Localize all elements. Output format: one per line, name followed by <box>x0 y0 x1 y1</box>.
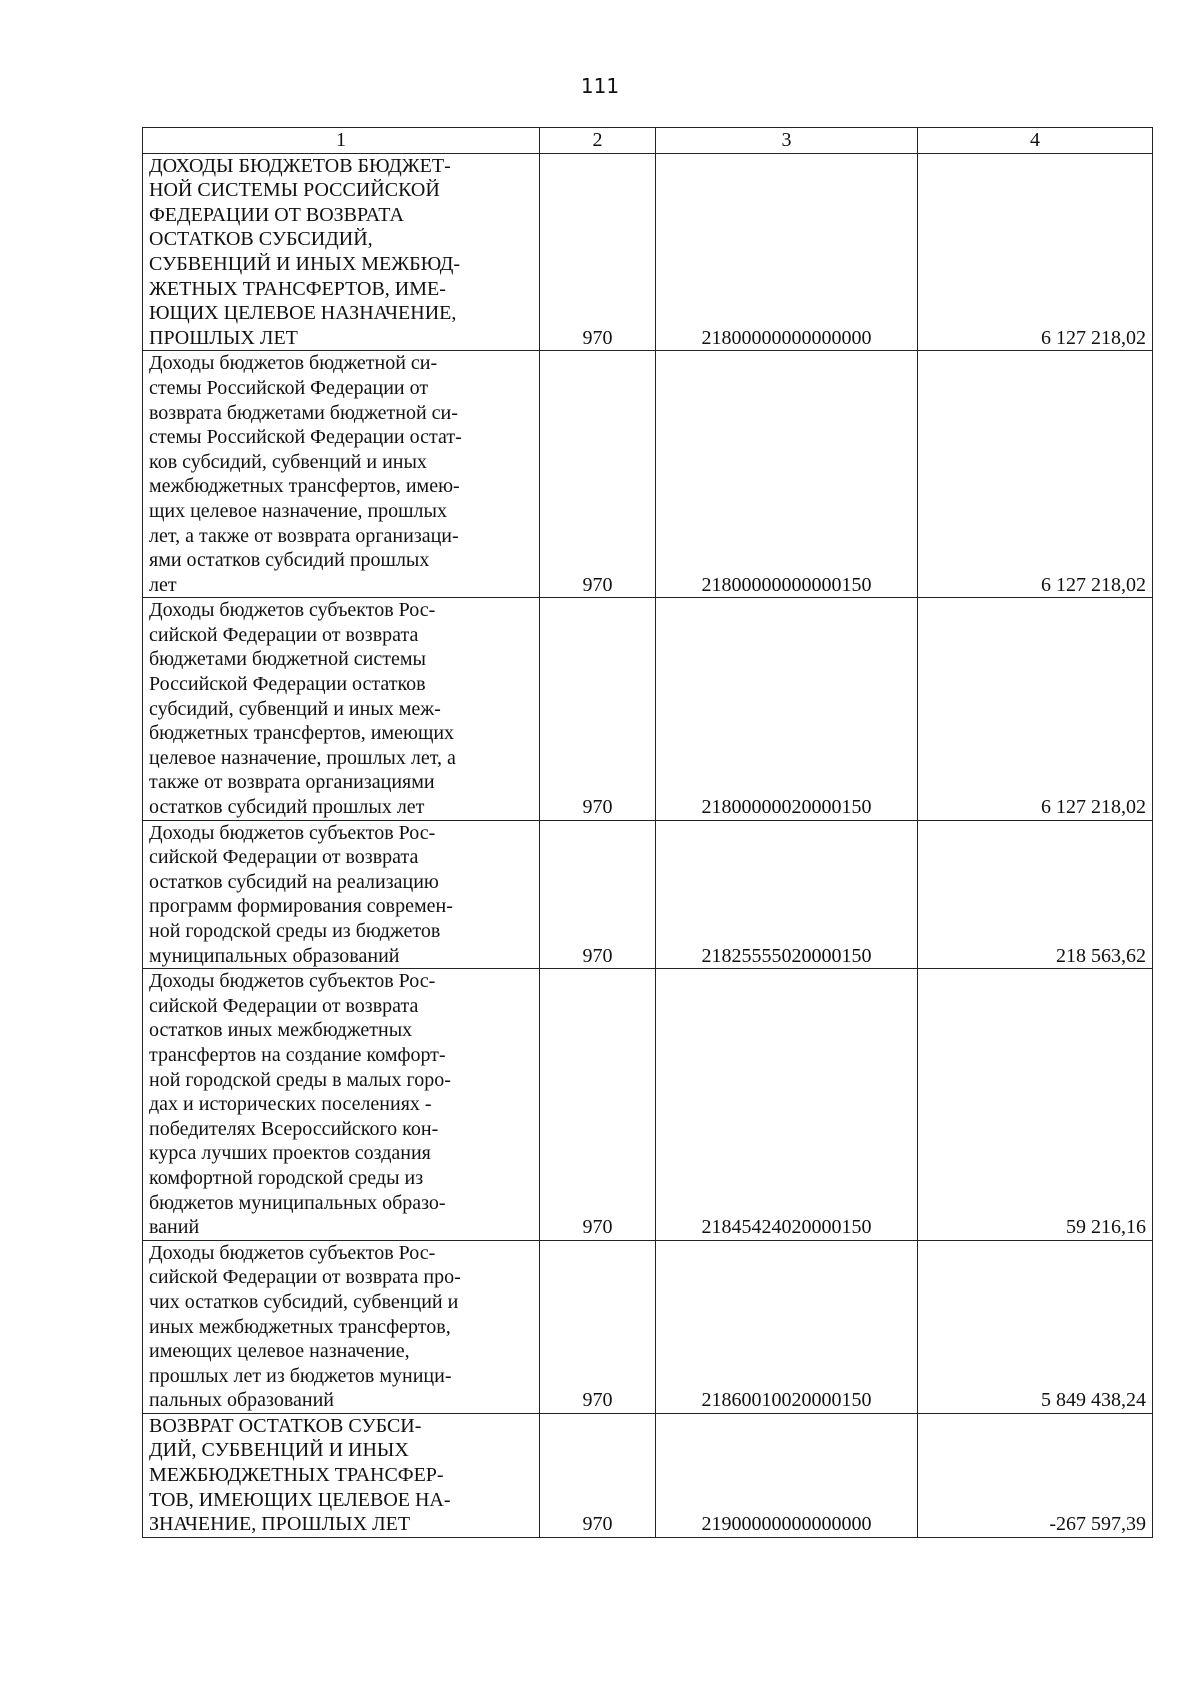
row-amount: 59 216,16 <box>918 969 1153 1241</box>
table-row <box>143 1413 1153 1537</box>
column-header-amount: 4 <box>918 128 1153 154</box>
row-classification-code: 21800000000000000 <box>656 153 918 351</box>
row-classification-code: 21845424020000150 <box>656 969 918 1241</box>
column-header-description: 1 <box>143 128 540 154</box>
row-description: ДОХОДЫ БЮДЖЕТОВ БЮДЖЕТ- НОЙ СИСТЕМЫ РОССИЙСКОЙ ФЕДЕРАЦИИ ОТ ВОЗВРАТА ОСТАТКОВ СУБСИДИЙ, СУБВЕНЦИЙ И ИНЫХ МЕЖБЮД- ЖЕТНЫХ ТРАНСФЕРТОВ, ИМЕ- ЮЩИХ ЦЕЛЕВОЕ НАЗНАЧЕНИЕ, ПРОШЛЫХ ЛЕТ <box>143 153 540 351</box>
budget-revenue-table <box>142 127 1153 1538</box>
table-row <box>143 153 1153 351</box>
table-row <box>143 1240 1153 1413</box>
row-description: Доходы бюджетов субъектов Рос- сийской Федерации от возврата остатков субсидий на реализацию программ формирования современ- ной городской среды из бюджетов муниципальных образований <box>143 820 540 969</box>
row-amount: 6 127 218,02 <box>918 351 1153 598</box>
row-admin-code: 970 <box>540 969 656 1241</box>
row-amount: 6 127 218,02 <box>918 153 1153 351</box>
row-amount: 5 849 438,24 <box>918 1240 1153 1413</box>
row-classification-code: 21800000020000150 <box>656 598 918 820</box>
row-admin-code: 970 <box>540 1240 656 1413</box>
row-classification-code: 21900000000000000 <box>656 1413 918 1537</box>
table-row <box>143 598 1153 820</box>
row-description: ВОЗВРАТ ОСТАТКОВ СУБСИ- ДИЙ, СУБВЕНЦИЙ И ИНЫХ МЕЖБЮДЖЕТНЫХ ТРАНСФЕР- ТОВ, ИМЕЮЩИХ ЦЕЛЕВОЕ НА- ЗНАЧЕНИЕ, ПРОШЛЫХ ЛЕТ <box>143 1413 540 1537</box>
row-classification-code: 21825555020000150 <box>656 820 918 969</box>
row-admin-code: 970 <box>540 598 656 820</box>
table-row <box>143 969 1153 1241</box>
row-classification-code: 21800000000000150 <box>656 351 918 598</box>
row-admin-code: 970 <box>540 351 656 598</box>
table-header-row <box>143 128 1153 154</box>
page-number: 111 <box>580 74 620 98</box>
row-admin-code: 970 <box>540 1413 656 1537</box>
row-amount: 6 127 218,02 <box>918 598 1153 820</box>
row-description: Доходы бюджетов субъектов Рос- сийской Федерации от возврата остатков иных межбюджетных трансфертов на создание комфорт- ной городской среды в малых горо- дах и исторических поселениях - победителях Всероссийского кон- курса лучших проектов создания комфортной городской среды из бюджетов муниципальных образо- ваний <box>143 969 540 1241</box>
row-amount: -267 597,39 <box>918 1413 1153 1537</box>
row-description: Доходы бюджетов бюджетной си- стемы Российской Федерации от возврата бюджетами бюджетной си- стемы Российской Федерации остат- ков субсидий, субвенций и иных межбюджетных трансфертов, имею- щих целевое назначение, прошлых лет, а также от возврата организаци- ями остатков субсидий прошлых лет <box>143 351 540 598</box>
table-row <box>143 351 1153 598</box>
row-amount: 218 563,62 <box>918 820 1153 969</box>
row-classification-code: 21860010020000150 <box>656 1240 918 1413</box>
row-admin-code: 970 <box>540 153 656 351</box>
row-description: Доходы бюджетов субъектов Рос- сийской Федерации от возврата бюджетами бюджетной системы Российской Федерации остатков субсидий, субвенций и иных меж- бюджетных трансфертов, имеющих целевое назначение, прошлых лет, а также от возврата организациями остатков субсидий прошлых лет <box>143 598 540 820</box>
table-row <box>143 820 1153 969</box>
row-admin-code: 970 <box>540 820 656 969</box>
column-header-code: 3 <box>656 128 918 154</box>
row-description: Доходы бюджетов субъектов Рос- сийской Федерации от возврата про- чих остатков субсидий, субвенций и иных межбюджетных трансфертов, имеющих целевое назначение, прошлых лет из бюджетов муници- пальных образований <box>143 1240 540 1413</box>
column-header-admin: 2 <box>540 128 656 154</box>
